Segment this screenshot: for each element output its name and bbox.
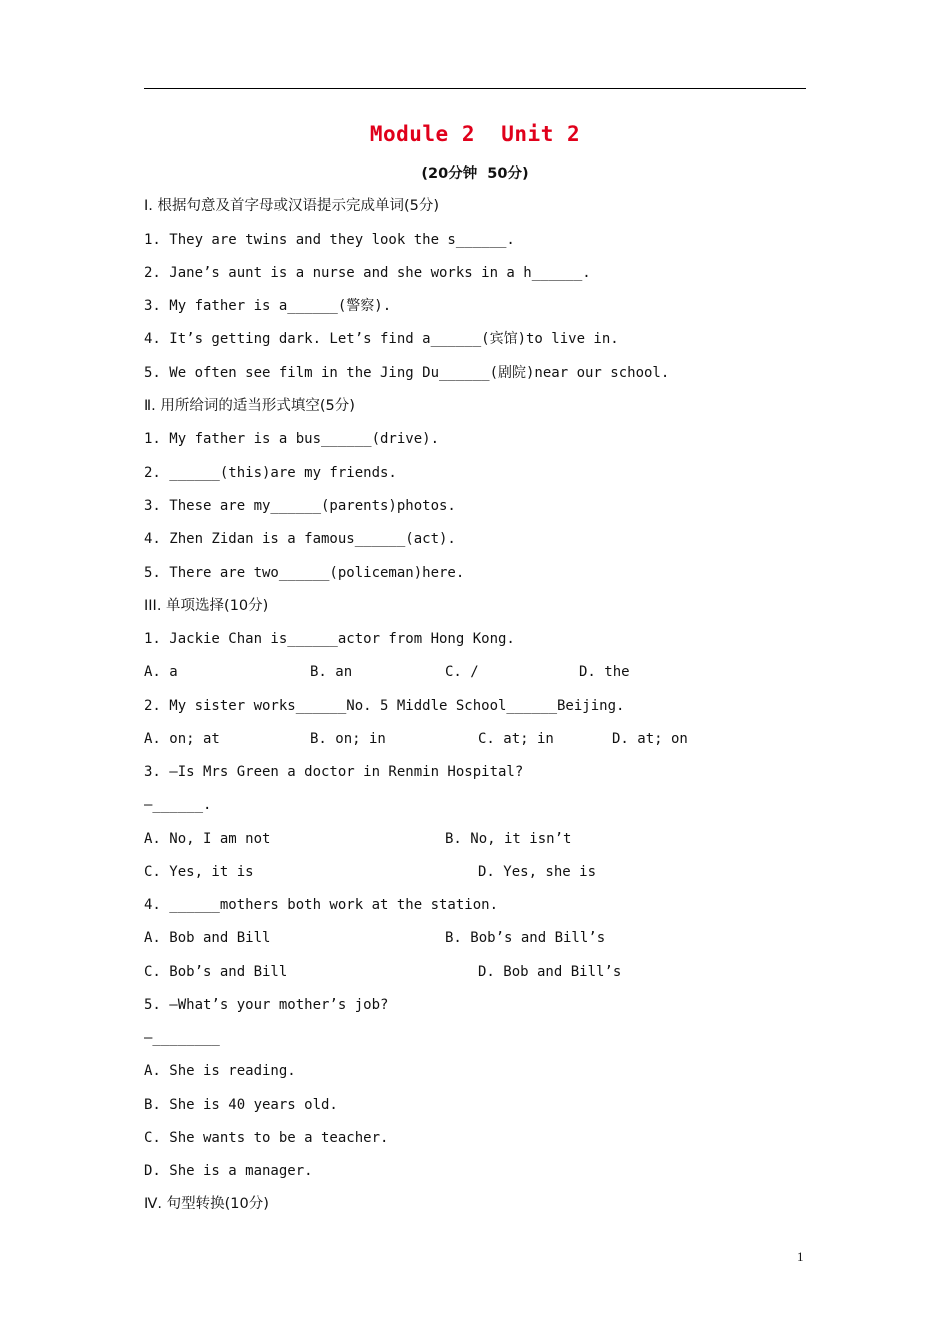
page-number: 1 xyxy=(797,1249,804,1264)
answer-line: —________ xyxy=(144,1030,220,1046)
question-line: 1. They are twins and they look the s______. xyxy=(144,232,515,248)
option-c: C. Bob’s and Bill xyxy=(144,964,288,980)
header-rule xyxy=(144,88,806,89)
answer-line: —______. xyxy=(144,797,212,813)
question-line: 4. It’s getting dark. Let’s find a______(宾馆)to live in. xyxy=(144,331,619,347)
section-3-heading: III. 单项选择(10分) xyxy=(144,598,269,614)
question-line: 3. These are my______(parents)photos. xyxy=(144,498,456,514)
question-line: 3. My father is a______(警察). xyxy=(144,298,392,314)
option-d: D. at; on xyxy=(612,731,688,747)
page-title: Module 2 Unit 2 xyxy=(369,122,581,146)
option-d: D. She is a manager. xyxy=(144,1163,313,1179)
section-2-heading: Ⅱ. 用所给词的适当形式填空(5分) xyxy=(144,398,355,414)
question-line: 4. Zhen Zidan is a famous______(act). xyxy=(144,531,456,547)
question-stem: 5. —What’s your mother’s job? xyxy=(144,997,389,1013)
question-line: 2. Jane’s aunt is a nurse and she works in a h______. xyxy=(144,265,591,281)
option-a: A. No, I am not xyxy=(144,831,271,847)
question-line: 5. There are two______(policeman)here. xyxy=(144,565,465,581)
option-d: D. Yes, she is xyxy=(478,864,597,880)
section-4-heading: Ⅳ. 句型转换(10分) xyxy=(144,1196,269,1212)
option-b: B. She is 40 years old. xyxy=(144,1097,338,1113)
option-a: A. a xyxy=(144,664,178,680)
option-d: D. the xyxy=(579,664,630,680)
option-a: A. Bob and Bill xyxy=(144,930,271,946)
option-c: C. / xyxy=(445,664,479,680)
question-stem: 1. Jackie Chan is______actor from Hong Kong. xyxy=(144,631,515,647)
page-subtitle: (20分钟 50分) xyxy=(421,166,529,182)
option-d: D. Bob and Bill’s xyxy=(478,964,622,980)
option-b: B. No, it isn’t xyxy=(445,831,572,847)
question-stem: 4. ______mothers both work at the station. xyxy=(144,897,499,913)
option-b: B. on; in xyxy=(310,731,386,747)
option-a: A. She is reading. xyxy=(144,1063,296,1079)
question-line: 5. We often see film in the Jing Du______(剧院)near our school. xyxy=(144,365,670,381)
option-c: C. She wants to be a teacher. xyxy=(144,1130,389,1146)
question-line: 1. My father is a bus______(drive). xyxy=(144,431,440,447)
question-stem: 3. —Is Mrs Green a doctor in Renmin Hospital? xyxy=(144,764,524,780)
option-c: C. Yes, it is xyxy=(144,864,254,880)
section-1-heading: Ⅰ. 根据句意及首字母或汉语提示完成单词(5分) xyxy=(144,198,440,214)
option-c: C. at; in xyxy=(478,731,554,747)
option-a: A. on; at xyxy=(144,731,220,747)
question-stem: 2. My sister works______No. 5 Middle School______Beijing. xyxy=(144,698,625,714)
option-b: B. Bob’s and Bill’s xyxy=(445,930,606,946)
question-line: 2. ______(this)are my friends. xyxy=(144,465,397,481)
option-b: B. an xyxy=(310,664,353,680)
